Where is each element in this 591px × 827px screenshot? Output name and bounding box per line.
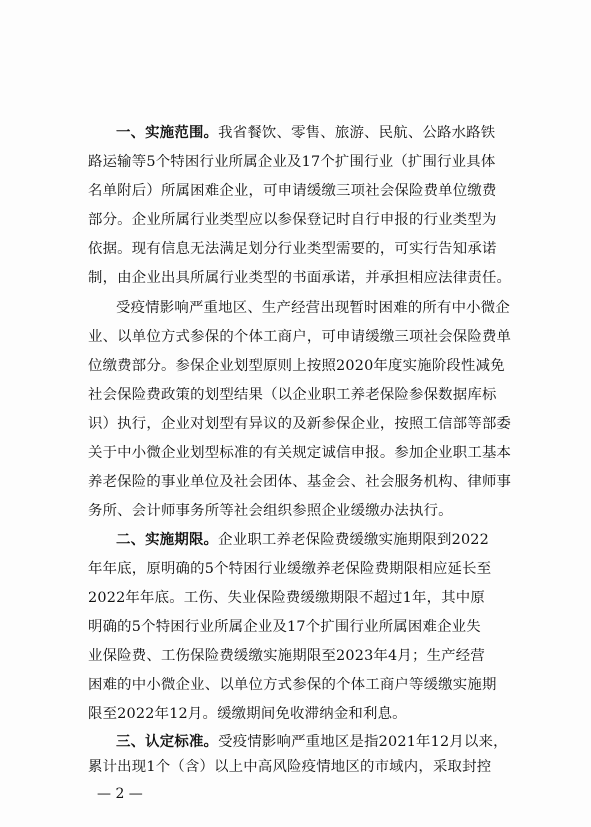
section-text: 我省餐饮、零售、旅游、民航、公路水路铁 bbox=[218, 125, 496, 141]
paragraph-line bbox=[116, 531, 544, 549]
section-heading: 二、实施期限。 bbox=[116, 532, 219, 548]
paragraph-line: 关于中小微企业划型标准的有关规定诚信申报。参加企业职工基本 bbox=[88, 445, 512, 461]
paragraph-line: 务所、会计师事务所等社会组织参照企业缓缴办法执行。 bbox=[88, 503, 453, 519]
paragraph-line: 路运输等5个特困行业所属企业及17个扩围行业（扩围行业具体 bbox=[88, 154, 496, 170]
section-heading: 一、实施范围。 bbox=[116, 125, 219, 141]
page-number: — 2 — bbox=[97, 786, 143, 802]
paragraph-line: 位缴费部分。参保企业划型原则上按照2020年度实施阶段性减免 bbox=[88, 358, 505, 374]
paragraph-line: 社会保险费政策的划型结果（以企业职工养老保险参保数据库标 bbox=[88, 387, 497, 403]
paragraph-line: 依据。现有信息无法满足划分行业类型需要的，可实行告知承诺 bbox=[88, 241, 497, 257]
paragraph-line: 限至2022年12月。缓缴期间免收滞纳金和利息。 bbox=[88, 706, 407, 722]
paragraph-line: 名单附后）所属困难企业，可申请缓缴三项社会保险费单位缴费 bbox=[88, 183, 497, 199]
paragraph-line bbox=[116, 124, 544, 142]
paragraph-line bbox=[116, 733, 544, 751]
paragraph-line: 业保险费、工伤保险费缓缴实施期限至2023年4月；生产经营 bbox=[88, 648, 485, 664]
paragraph-line: 明确的5个特困行业所属企业及17个扩围行业所属困难企业失 bbox=[88, 619, 481, 635]
section-text: 受疫情影响严重地区是指2021年12月以来， bbox=[218, 734, 508, 750]
paragraph-line: 受疫情影响严重地区、生产经营出现暂时困难的所有中小微企 bbox=[116, 300, 510, 316]
paragraph-line: 部分。企业所属行业类型应以参保登记时自行申报的行业类型为 bbox=[88, 212, 497, 228]
paragraph-line: 养老保险的事业单位及社会团体、基金会、社会服务机构、律师事 bbox=[88, 474, 512, 490]
paragraph-line: 困难的中小微企业、以单位方式参保的个体工商户等缓缴实施期 bbox=[88, 677, 497, 693]
paragraph-line: 业、以单位方式参保的个体工商户，可申请缓缴三项社会保险费单 bbox=[88, 329, 512, 345]
paragraph-line: 年年底，原明确的5个特困行业缓缴养老保险费期限相应延长至 bbox=[88, 561, 492, 577]
paragraph-line: 2022年年底。工伤、失业保险费缓缴期限不超过1年，其中原 bbox=[88, 590, 485, 606]
paragraph-line: 识）执行，企业对划型有异议的及新参保企业，按照工信部等部委 bbox=[88, 416, 512, 432]
section-heading: 三、认定标准。 bbox=[116, 734, 219, 750]
paragraph-line: 累计出现1个（含）以上中高风险疫情地区的市域内，采取封控 bbox=[88, 759, 492, 775]
section-text: 企业职工养老保险费缓缴实施期限到2022 bbox=[218, 532, 490, 548]
paragraph-line: 制，由企业出具所属行业类型的书面承诺，并承担相应法律责任。 bbox=[88, 270, 512, 286]
